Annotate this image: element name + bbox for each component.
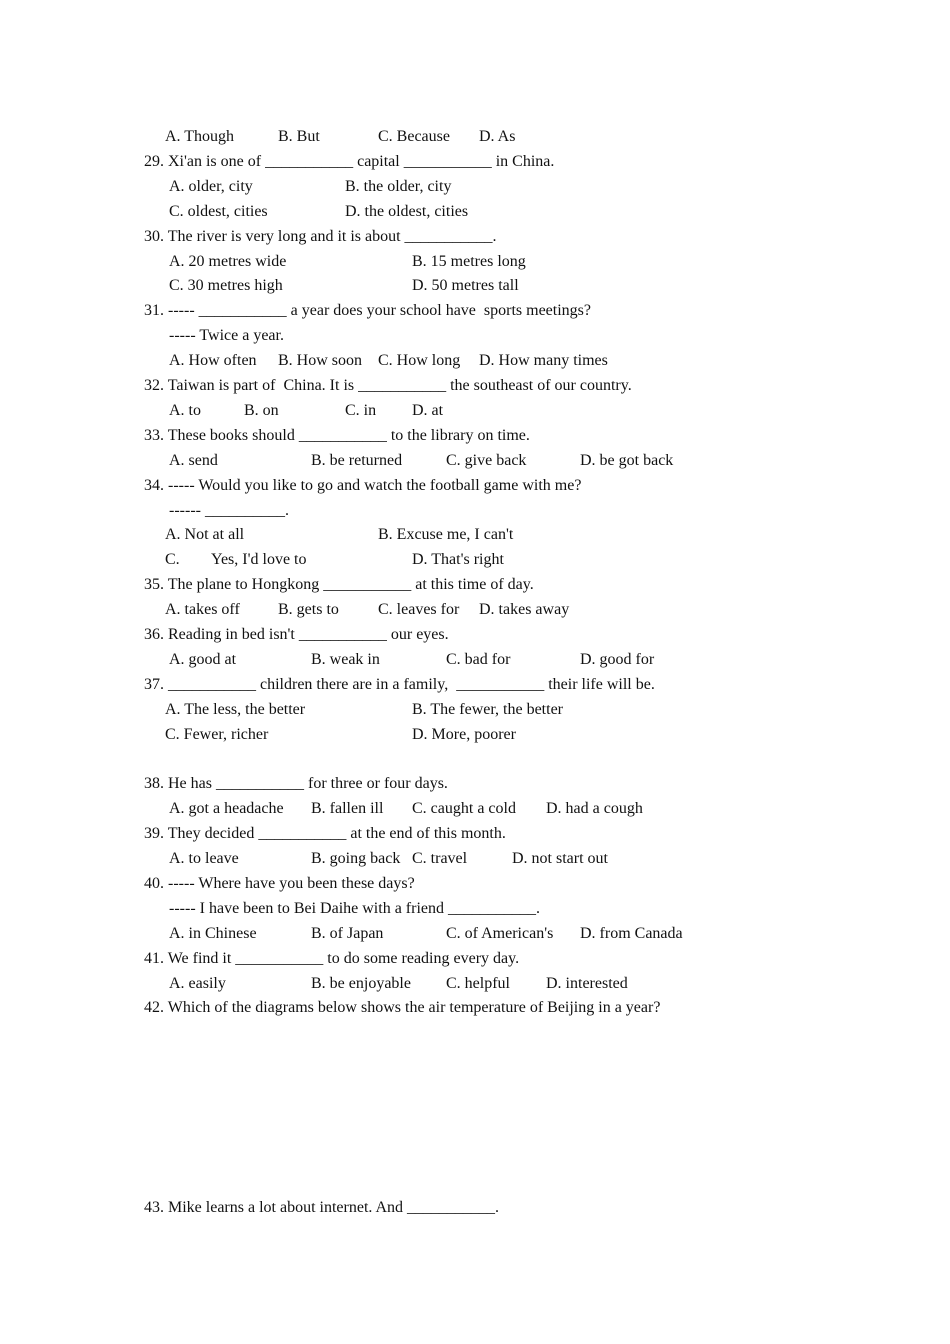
option-a: A. takes off [165,601,240,618]
option-a: A. send [169,452,218,469]
option-d: D. How many times [479,352,608,369]
option-c: C. Fewer, richer [165,726,269,743]
option-d: D. be got back [580,452,674,469]
option-d: D. 50 metres tall [412,277,519,294]
option-d: D. from Canada [580,925,683,942]
question-40: 40. ----- Where have you been these days? [144,875,415,892]
option-d: D. not start out [512,850,608,867]
dialogue-answer: ----- I have been to Bei Daihe with a friend ___________. [169,900,540,917]
option-c: C. caught a cold [412,800,516,817]
option-c: C. How long [378,352,461,369]
question-37: 37. ___________ children there are in a family, ___________ their life will be. [144,676,655,693]
option-c: C. give back [446,452,527,469]
question-30: 30. The river is very long and it is about ___________. [144,228,497,245]
option-b: B. be returned [311,452,403,469]
option-c: Yes, I'd love to [211,551,307,568]
option-c: C. leaves for [378,601,460,618]
option-b: B. gets to [278,601,339,618]
option-c: C. travel [412,850,468,867]
option-b: B. of Japan [311,925,384,942]
option-b: B. going back [311,850,401,867]
question-39: 39. They decided ___________ at the end of this month. [144,825,506,842]
question-36: 36. Reading in bed isn't ___________ our eyes. [144,626,449,643]
option-d: D. at [412,402,444,419]
option-c: C. Because [378,128,450,145]
option-b: B. 15 metres long [412,253,526,270]
option-a: A. Not at all [165,526,245,543]
question-43: 43. Mike learns a lot about internet. And ___________. [144,1199,500,1216]
option-c: C. of American's [446,925,554,942]
option-a: A. got a headache [169,800,284,817]
option-c: C. bad for [446,651,511,668]
question-38: 38. He has ___________ for three or four days. [144,775,448,792]
dialogue-answer: ----- Twice a year. [169,327,284,344]
option-c: C. 30 metres high [169,277,283,294]
option-a: A. good at [169,651,237,668]
dialogue-answer: ------ __________. [169,502,289,519]
question-42: 42. Which of the diagrams below shows the air temperature of Beijing in a year? [144,999,661,1016]
option-d: D. takes away [479,601,570,618]
option-a: A. 20 metres wide [169,253,287,270]
option-a: A. Though [165,128,235,145]
question-41: 41. We find it ___________ to do some reading every day. [144,950,520,967]
option-a: A. How often [169,352,257,369]
option-d: D. More, poorer [412,726,516,743]
option-b: B. be enjoyable [311,975,411,992]
option-a: A. The less, the better [165,701,306,718]
option-c: C. oldest, cities [169,203,268,220]
option-b: B. weak in [311,651,380,668]
option-b: B. on [244,402,279,419]
question-33: 33. These books should ___________ to the library on time. [144,427,530,444]
option-b: B. How soon [278,352,363,369]
question-34: 34. ----- Would you like to go and watch the football game with me? [144,477,582,494]
option-b: B. fallen ill [311,800,384,817]
option-c: C. helpful [446,975,510,992]
option-d: D. interested [546,975,628,992]
option-a: A. to leave [169,850,239,867]
option-b: B. the older, city [345,178,452,195]
option-c: C. in [345,402,377,419]
option-a: A. in Chinese [169,925,257,942]
question-32: 32. Taiwan is part of China. It is ___________ the southeast of our country. [144,377,632,394]
option-a: A. to [169,402,201,419]
option-a: A. easily [169,975,226,992]
option-d: D. That's right [412,551,504,568]
option-a: A. older, city [169,178,253,195]
option-d: D. the oldest, cities [345,203,469,220]
option-d: D. had a cough [546,800,643,817]
question-31: 31. ----- ___________ a year does your school have sports meetings? [144,302,591,319]
option-d: D. good for [580,651,655,668]
option-b: B. But [278,128,320,145]
option-b: B. The fewer, the better [412,701,563,718]
question-29: 29. Xi'an is one of ___________ capital ___________ in China. [144,153,555,170]
question-35: 35. The plane to Hongkong ___________ at this time of day. [144,576,534,593]
option-d: D. As [479,128,516,145]
option-c-letter: C. [165,551,180,568]
option-b: B. Excuse me, I can't [378,526,514,543]
